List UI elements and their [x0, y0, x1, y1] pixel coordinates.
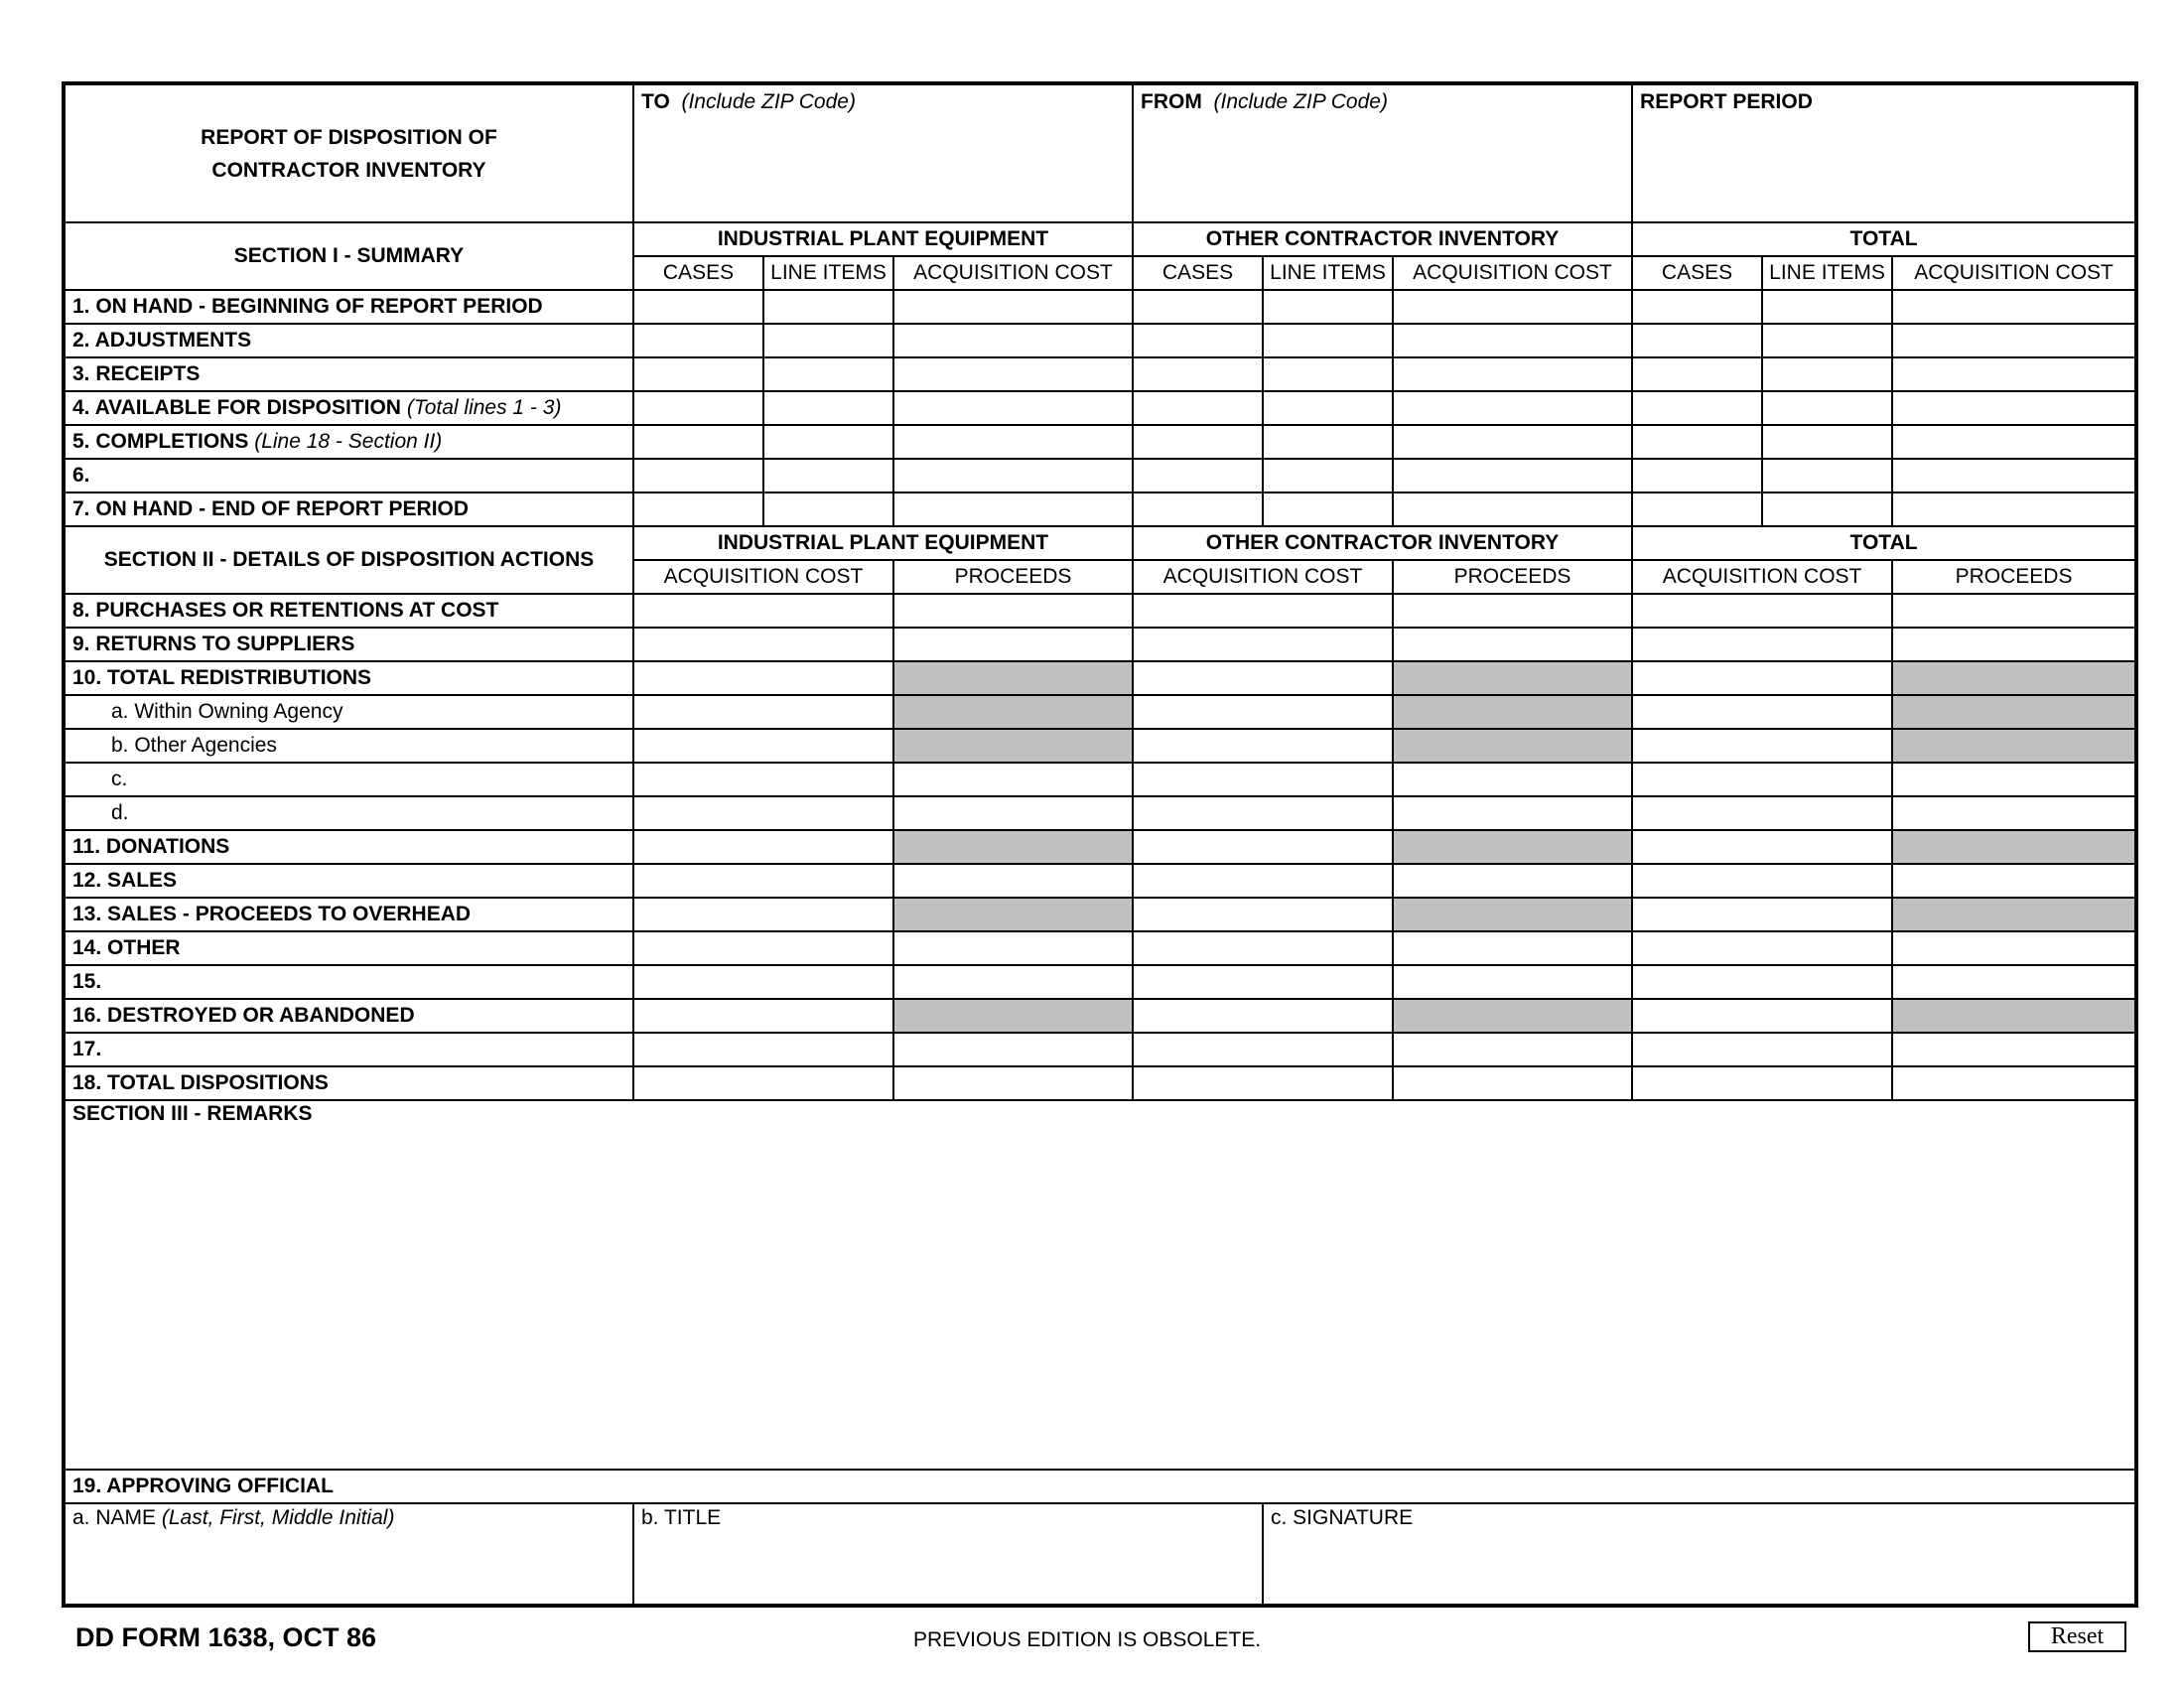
- s2-row: [65, 729, 2135, 763]
- s2-group-total: TOTAL: [1632, 526, 2135, 560]
- s1-col-total-acq-cost: ACQUISITION COST: [1892, 256, 2135, 290]
- form-number: DD FORM 1638, OCT 86: [75, 1622, 377, 1652]
- s2-proceeds-cell-shaded: [1393, 661, 1632, 695]
- s1-input-cell[interactable]: [1762, 324, 1892, 357]
- s1-row-label-text: 5. COMPLETIONS: [72, 430, 249, 453]
- s2-proceeds-cell[interactable]: [1892, 594, 2135, 628]
- s2-proceeds-cell-shaded: [1393, 898, 1632, 931]
- s1-input-cell[interactable]: [1762, 391, 1892, 425]
- s2-proceeds-cell-shaded: [1892, 898, 2135, 931]
- s1-input-cell[interactable]: [893, 324, 1133, 357]
- form-table: [64, 83, 2136, 1606]
- s2-proceeds-cell-shaded: [893, 695, 1133, 729]
- s1-row-label-text: 7. ON HAND - END OF REPORT PERIOD: [72, 497, 470, 520]
- s2-acq-cost-cell[interactable]: [633, 1033, 893, 1066]
- s1-input-cell[interactable]: [1762, 425, 1892, 459]
- s1-row-label-text: 2. ADJUSTMENTS: [72, 329, 252, 352]
- s2-acq-cost-cell[interactable]: [1632, 594, 1892, 628]
- s2-row-label: 10. TOTAL REDISTRIBUTIONS: [65, 661, 633, 695]
- s2-acq-cost-cell[interactable]: [1133, 965, 1393, 999]
- s2-row: [65, 931, 2135, 965]
- form-title: [65, 84, 633, 222]
- s1-input-cell[interactable]: [1133, 492, 1263, 526]
- s1-input-cell[interactable]: [1632, 459, 1762, 492]
- from-label: FROM: [1141, 90, 1202, 113]
- s2-acq-cost-cell[interactable]: [633, 695, 893, 729]
- s1-input-cell[interactable]: [633, 290, 763, 324]
- s1-input-cell[interactable]: [1133, 391, 1263, 425]
- s2-acq-cost-cell[interactable]: [1133, 628, 1393, 661]
- s1-input-cell[interactable]: [1393, 290, 1632, 324]
- s2-col-oci-proceeds: PROCEEDS: [1393, 560, 1632, 594]
- s2-proceeds-cell-shaded: [1393, 729, 1632, 763]
- s1-input-cell[interactable]: [1632, 425, 1762, 459]
- s2-acq-cost-cell[interactable]: [1133, 1033, 1393, 1066]
- s1-input-cell[interactable]: [1263, 357, 1393, 391]
- s1-row-label-text: 1. ON HAND - BEGINNING OF REPORT PERIOD: [72, 295, 543, 318]
- s1-input-cell[interactable]: [1632, 492, 1762, 526]
- s1-input-cell[interactable]: [1263, 492, 1393, 526]
- s2-row-label: 18. TOTAL DISPOSITIONS: [65, 1066, 633, 1100]
- s1-input-cell[interactable]: [893, 459, 1133, 492]
- s2-acq-cost-cell[interactable]: [1133, 1066, 1393, 1100]
- s1-input-cell[interactable]: [1133, 425, 1263, 459]
- s2-proceeds-cell-shaded: [893, 729, 1133, 763]
- s2-proceeds-cell[interactable]: [893, 864, 1133, 898]
- report-period-label: REPORT PERIOD: [1640, 90, 1813, 113]
- s2-row: [65, 1066, 2135, 1100]
- s1-input-cell[interactable]: [1762, 290, 1892, 324]
- s1-input-cell[interactable]: [1393, 492, 1632, 526]
- s1-input-cell[interactable]: [763, 459, 893, 492]
- s2-row-label: b. Other Agencies: [65, 729, 633, 763]
- s2-acq-cost-cell[interactable]: [633, 796, 893, 830]
- s2-proceeds-cell-shaded: [893, 898, 1133, 931]
- s2-row: [65, 965, 2135, 999]
- s2-proceeds-cell[interactable]: [1393, 931, 1632, 965]
- s1-input-cell[interactable]: [1892, 357, 2135, 391]
- s1-row-label-note: (Line 18 - Section II): [254, 430, 443, 453]
- s1-input-cell[interactable]: [1393, 324, 1632, 357]
- s2-row-label: a. Within Owning Agency: [65, 695, 633, 729]
- s1-input-cell[interactable]: [763, 425, 893, 459]
- official-signature-field[interactable]: [1263, 1503, 2135, 1605]
- s2-proceeds-cell-shaded: [1892, 661, 2135, 695]
- s2-proceeds-cell[interactable]: [1892, 864, 2135, 898]
- s2-row: [65, 695, 2135, 729]
- s2-proceeds-cell-shaded: [1393, 695, 1632, 729]
- s2-proceeds-cell[interactable]: [1892, 1066, 2135, 1100]
- s2-proceeds-cell[interactable]: [893, 628, 1133, 661]
- s2-proceeds-cell[interactable]: [1393, 1066, 1632, 1100]
- s2-col-total-proceeds: PROCEEDS: [1892, 560, 2135, 594]
- s1-row-label-note: (Total lines 1 - 3): [406, 396, 562, 419]
- s1-col-ipe-acq-cost: ACQUISITION COST: [893, 256, 1133, 290]
- s2-acq-cost-cell[interactable]: [633, 729, 893, 763]
- s2-acq-cost-cell[interactable]: [1632, 729, 1892, 763]
- s1-input-cell[interactable]: [1393, 391, 1632, 425]
- s1-input-cell[interactable]: [1263, 324, 1393, 357]
- s1-col-oci-cases: CASES: [1133, 256, 1263, 290]
- s1-input-cell[interactable]: [1393, 459, 1632, 492]
- s1-input-cell[interactable]: [763, 391, 893, 425]
- s2-acq-cost-cell[interactable]: [633, 931, 893, 965]
- s2-row-label: 15.: [65, 965, 633, 999]
- s1-col-ipe-cases: CASES: [633, 256, 763, 290]
- form-title-line2: CONTRACTOR INVENTORY: [211, 158, 486, 182]
- s2-proceeds-cell[interactable]: [893, 763, 1133, 796]
- s1-input-cell[interactable]: [1393, 357, 1632, 391]
- s1-input-cell[interactable]: [1263, 459, 1393, 492]
- s1-input-cell[interactable]: [1133, 459, 1263, 492]
- s2-col-total-acq-cost: ACQUISITION COST: [1632, 560, 1892, 594]
- s1-row-label: [65, 290, 633, 324]
- s2-acq-cost-cell[interactable]: [1133, 864, 1393, 898]
- s1-row: [65, 357, 2135, 391]
- s2-acq-cost-cell[interactable]: [1632, 830, 1892, 864]
- s1-input-cell[interactable]: [633, 391, 763, 425]
- s2-proceeds-cell-shaded: [893, 999, 1133, 1033]
- official-name-hint: (Last, First, Middle Initial): [161, 1506, 395, 1529]
- s2-row-label: 12. SALES: [65, 864, 633, 898]
- s2-proceeds-cell-shaded: [1393, 830, 1632, 864]
- form-title-line1: REPORT OF DISPOSITION OF: [201, 125, 497, 149]
- s2-row-label: c.: [65, 763, 633, 796]
- s2-acq-cost-cell[interactable]: [1133, 695, 1393, 729]
- s1-input-cell[interactable]: [893, 492, 1133, 526]
- s2-acq-cost-cell[interactable]: [1632, 1066, 1892, 1100]
- disposition-form: [64, 83, 2134, 1606]
- s2-proceeds-cell-shaded: [893, 661, 1133, 695]
- s1-row-label-text: 4. AVAILABLE FOR DISPOSITION: [72, 396, 401, 419]
- s2-row: [65, 898, 2135, 931]
- s2-row-label: 17.: [65, 1033, 633, 1066]
- s2-acq-cost-cell[interactable]: [1632, 864, 1892, 898]
- s2-row-label: 8. PURCHASES OR RETENTIONS AT COST: [65, 594, 633, 628]
- s2-proceeds-cell[interactable]: [1393, 763, 1632, 796]
- s1-input-cell[interactable]: [1762, 492, 1892, 526]
- s2-row: [65, 796, 2135, 830]
- s1-row: [65, 492, 2135, 526]
- s2-acq-cost-cell[interactable]: [1133, 594, 1393, 628]
- s2-acq-cost-cell[interactable]: [1632, 763, 1892, 796]
- remarks-title: SECTION III - REMARKS: [72, 1102, 313, 1125]
- s2-col-ipe-proceeds: PROCEEDS: [893, 560, 1133, 594]
- to-label: TO: [641, 90, 670, 113]
- s1-row: [65, 290, 2135, 324]
- section1-title: SECTION I - SUMMARY: [65, 222, 633, 290]
- s2-acq-cost-cell[interactable]: [1632, 965, 1892, 999]
- s2-col-ipe-acq-cost: ACQUISITION COST: [633, 560, 893, 594]
- s2-acq-cost-cell[interactable]: [633, 594, 893, 628]
- s2-acq-cost-cell[interactable]: [1632, 695, 1892, 729]
- s2-proceeds-cell[interactable]: [1393, 594, 1632, 628]
- s1-input-cell[interactable]: [633, 357, 763, 391]
- s1-input-cell[interactable]: [763, 492, 893, 526]
- s1-input-cell[interactable]: [633, 425, 763, 459]
- s1-col-oci-line-items: LINE ITEMS: [1263, 256, 1393, 290]
- s2-proceeds-cell[interactable]: [893, 931, 1133, 965]
- s1-row-label: [65, 357, 633, 391]
- s2-acq-cost-cell[interactable]: [633, 864, 893, 898]
- s2-row-label: d.: [65, 796, 633, 830]
- s2-proceeds-cell-shaded: [1892, 999, 2135, 1033]
- s2-acq-cost-cell[interactable]: [1133, 796, 1393, 830]
- approving-official-title: 19. APPROVING OFFICIAL: [65, 1470, 2135, 1503]
- s1-input-cell[interactable]: [633, 324, 763, 357]
- official-signature-label: c. SIGNATURE: [1271, 1506, 1414, 1529]
- s1-input-cell[interactable]: [1263, 391, 1393, 425]
- s2-row: [65, 763, 2135, 796]
- s1-input-cell[interactable]: [633, 492, 763, 526]
- s2-row-label: 16. DESTROYED OR ABANDONED: [65, 999, 633, 1033]
- s1-input-cell[interactable]: [893, 357, 1133, 391]
- s2-proceeds-cell[interactable]: [893, 1033, 1133, 1066]
- s1-col-ipe-line-items: LINE ITEMS: [763, 256, 893, 290]
- s1-row-label: [65, 324, 633, 357]
- s1-input-cell[interactable]: [893, 391, 1133, 425]
- s2-acq-cost-cell[interactable]: [633, 830, 893, 864]
- s2-proceeds-cell[interactable]: [1393, 796, 1632, 830]
- s2-acq-cost-cell[interactable]: [1632, 999, 1892, 1033]
- s2-acq-cost-cell[interactable]: [633, 628, 893, 661]
- official-title-field[interactable]: [633, 1503, 1263, 1605]
- s2-acq-cost-cell[interactable]: [633, 1066, 893, 1100]
- s2-acq-cost-cell[interactable]: [1133, 763, 1393, 796]
- s1-input-cell[interactable]: [1632, 391, 1762, 425]
- s2-acq-cost-cell[interactable]: [1133, 661, 1393, 695]
- s2-proceeds-cell-shaded: [1393, 999, 1632, 1033]
- s2-proceeds-cell[interactable]: [1892, 628, 2135, 661]
- from-address-field[interactable]: [1133, 84, 1632, 222]
- s1-input-cell[interactable]: [763, 324, 893, 357]
- s1-input-cell[interactable]: [893, 425, 1133, 459]
- s2-proceeds-cell[interactable]: [1393, 628, 1632, 661]
- s2-row-label: 13. SALES - PROCEEDS TO OVERHEAD: [65, 898, 633, 931]
- s1-input-cell[interactable]: [1393, 425, 1632, 459]
- s1-input-cell[interactable]: [1632, 290, 1762, 324]
- s1-group-ipe: INDUSTRIAL PLANT EQUIPMENT: [633, 222, 1133, 256]
- s2-acq-cost-cell[interactable]: [1632, 931, 1892, 965]
- s2-acq-cost-cell[interactable]: [633, 965, 893, 999]
- s1-col-total-cases: CASES: [1632, 256, 1762, 290]
- s2-acq-cost-cell[interactable]: [1133, 898, 1393, 931]
- s2-row-label: 9. RETURNS TO SUPPLIERS: [65, 628, 633, 661]
- s1-input-cell[interactable]: [1133, 324, 1263, 357]
- s2-row-label: 11. DONATIONS: [65, 830, 633, 864]
- remarks-field[interactable]: [65, 1100, 2135, 1470]
- s2-row: [65, 628, 2135, 661]
- s1-row: [65, 459, 2135, 492]
- s2-row: [65, 999, 2135, 1033]
- s2-group-ipe: INDUSTRIAL PLANT EQUIPMENT: [633, 526, 1133, 560]
- s1-input-cell[interactable]: [1892, 425, 2135, 459]
- s1-input-cell[interactable]: [1892, 459, 2135, 492]
- s1-input-cell[interactable]: [1892, 324, 2135, 357]
- to-address-field[interactable]: [633, 84, 1133, 222]
- s1-col-oci-acq-cost: ACQUISITION COST: [1393, 256, 1632, 290]
- section2-title: SECTION II - DETAILS OF DISPOSITION ACTIONS: [65, 526, 633, 594]
- s2-group-oci: OTHER CONTRACTOR INVENTORY: [1133, 526, 1632, 560]
- s2-row-label: 14. OTHER: [65, 931, 633, 965]
- s1-input-cell[interactable]: [1263, 425, 1393, 459]
- reset-button[interactable]: Reset: [2028, 1621, 2126, 1652]
- s1-col-total-line-items: LINE ITEMS: [1762, 256, 1892, 290]
- s2-acq-cost-cell[interactable]: [633, 999, 893, 1033]
- s1-input-cell[interactable]: [893, 290, 1133, 324]
- s2-acq-cost-cell[interactable]: [1632, 898, 1892, 931]
- s1-input-cell[interactable]: [1892, 492, 2135, 526]
- s2-proceeds-cell[interactable]: [1892, 763, 2135, 796]
- s1-input-cell[interactable]: [1762, 357, 1892, 391]
- s2-acq-cost-cell[interactable]: [1133, 931, 1393, 965]
- s2-acq-cost-cell[interactable]: [1133, 830, 1393, 864]
- s2-proceeds-cell-shaded: [1892, 830, 2135, 864]
- s2-acq-cost-cell[interactable]: [1133, 999, 1393, 1033]
- official-name-label: a. NAME: [72, 1506, 157, 1529]
- s2-acq-cost-cell[interactable]: [1632, 796, 1892, 830]
- s2-proceeds-cell[interactable]: [1393, 864, 1632, 898]
- s2-acq-cost-cell[interactable]: [1632, 628, 1892, 661]
- s1-row: [65, 324, 2135, 357]
- s2-acq-cost-cell[interactable]: [1632, 661, 1892, 695]
- s2-proceeds-cell[interactable]: [1892, 965, 2135, 999]
- s1-row-label: [65, 459, 633, 492]
- s2-proceeds-cell[interactable]: [893, 1066, 1133, 1100]
- s2-proceeds-cell-shaded: [1892, 695, 2135, 729]
- s1-group-oci: OTHER CONTRACTOR INVENTORY: [1133, 222, 1632, 256]
- s2-proceeds-cell[interactable]: [893, 796, 1133, 830]
- s2-acq-cost-cell[interactable]: [633, 661, 893, 695]
- s2-proceeds-cell[interactable]: [1892, 796, 2135, 830]
- s2-acq-cost-cell[interactable]: [633, 763, 893, 796]
- s2-col-oci-acq-cost: ACQUISITION COST: [1133, 560, 1393, 594]
- official-name-field[interactable]: [65, 1503, 633, 1605]
- to-hint: (Include ZIP Code): [681, 90, 856, 113]
- s2-proceeds-cell-shaded: [893, 830, 1133, 864]
- s1-group-total: TOTAL: [1632, 222, 2135, 256]
- s2-row: [65, 661, 2135, 695]
- s1-row-label-text: 6.: [72, 464, 90, 487]
- s2-proceeds-cell[interactable]: [1393, 1033, 1632, 1066]
- s1-input-cell[interactable]: [763, 290, 893, 324]
- s2-acq-cost-cell[interactable]: [1632, 1033, 1892, 1066]
- s1-input-cell[interactable]: [1762, 459, 1892, 492]
- s1-row-label: [65, 492, 633, 526]
- s1-input-cell[interactable]: [763, 357, 893, 391]
- s2-acq-cost-cell[interactable]: [633, 898, 893, 931]
- s1-input-cell[interactable]: [1133, 357, 1263, 391]
- s1-input-cell[interactable]: [1263, 290, 1393, 324]
- s2-row: [65, 594, 2135, 628]
- report-period-field[interactable]: [1632, 84, 2135, 222]
- s2-proceeds-cell[interactable]: [893, 965, 1133, 999]
- s2-proceeds-cell-shaded: [1892, 729, 2135, 763]
- s2-row: [65, 830, 2135, 864]
- s2-proceeds-cell[interactable]: [1892, 931, 2135, 965]
- s2-row: [65, 864, 2135, 898]
- s1-input-cell[interactable]: [1892, 290, 2135, 324]
- s1-row: [65, 391, 2135, 425]
- s2-proceeds-cell[interactable]: [1393, 965, 1632, 999]
- s1-input-cell[interactable]: [1133, 290, 1263, 324]
- s2-proceeds-cell[interactable]: [893, 594, 1133, 628]
- s1-row: [65, 425, 2135, 459]
- s1-row-label-text: 3. RECEIPTS: [72, 362, 201, 385]
- obsolete-note: PREVIOUS EDITION IS OBSOLETE.: [913, 1628, 1262, 1651]
- s2-acq-cost-cell[interactable]: [1133, 729, 1393, 763]
- s1-input-cell[interactable]: [1632, 357, 1762, 391]
- s2-proceeds-cell[interactable]: [1892, 1033, 2135, 1066]
- s1-input-cell[interactable]: [633, 459, 763, 492]
- s2-row: [65, 1033, 2135, 1066]
- s1-row-label: [65, 425, 633, 459]
- official-title-label: b. TITLE: [641, 1506, 722, 1529]
- s1-input-cell[interactable]: [1632, 324, 1762, 357]
- s1-input-cell[interactable]: [1892, 391, 2135, 425]
- s1-row-label: [65, 391, 633, 425]
- from-hint: (Include ZIP Code): [1213, 90, 1388, 113]
